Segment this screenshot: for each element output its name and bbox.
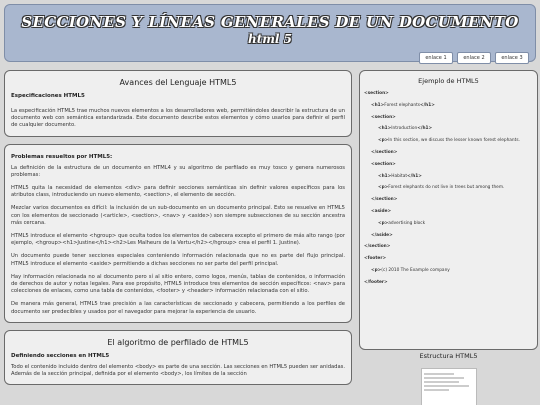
sidebar bbox=[359, 70, 538, 405]
section-heading: Problemas resueltos por HTML5: bbox=[11, 153, 113, 160]
code-line bbox=[364, 185, 533, 191]
code-example bbox=[364, 91, 533, 286]
example-card bbox=[359, 70, 538, 350]
paragraph: De manera más general, HTML5 trae precisión a las características de seccionado y cabecera, permitiendo a los perfiles de documento ser predecibles y usados por el navegador para mejorar la experiencia de usuario. bbox=[11, 301, 345, 315]
code-tag: <section> bbox=[364, 91, 389, 96]
code-text: Introduction bbox=[391, 126, 418, 132]
code-line bbox=[364, 244, 533, 250]
code-tag: <p> bbox=[378, 220, 389, 226]
code-line bbox=[364, 197, 533, 203]
nav-link-1[interactable]: enlace 1 bbox=[419, 52, 453, 64]
paragraph: HTML5 quita la necesidad de elementos <div> para definir secciones semánticas sin definir valores específicos para los atributos class, introduciendo un nuevo elemento, <section>, el elemento de sección. bbox=[11, 185, 345, 199]
paragraph: Mezclar varios documentos es difícil: la inclusión de un sub-documento en un documento principal. Esto se resuelve en HTML5 con los elementos de seccionado (<article>, <section>, <nav> y <aside>) son siempre subsecciones de su sección ancestra más cercana. bbox=[11, 205, 345, 226]
code-text: advertising block bbox=[388, 220, 426, 226]
code-tag: </h1> bbox=[407, 173, 422, 179]
code-text: In this section, we discuss the lesser known forest elephants. bbox=[388, 138, 520, 144]
section-heading: Definiendo secciones en HTML5 bbox=[11, 352, 110, 359]
section-heading: Especificaciones HTML5 bbox=[11, 93, 85, 99]
top-nav bbox=[419, 52, 529, 64]
code-tag: <footer> bbox=[364, 256, 387, 262]
code-text: Forest elephants do not live in trees but among them. bbox=[388, 185, 505, 191]
code-line bbox=[364, 91, 533, 97]
code-line bbox=[364, 209, 533, 215]
paragraph: La especificación HTML5 trae muchos nuevos elementos a los desarrolladores web, permitiéndoles describir la estructura de un documento web con semántica estandarizada. Este documento describe estos elementos y cómo usarlos para definir el perfil de cualquier documento. bbox=[11, 108, 345, 129]
code-line bbox=[364, 126, 533, 132]
structure-thumbnail bbox=[421, 368, 477, 405]
code-line bbox=[364, 115, 533, 121]
code-text: Forest elephants bbox=[384, 102, 421, 108]
code-text: Habitat bbox=[391, 173, 408, 179]
code-line bbox=[364, 162, 533, 168]
code-tag: <p> bbox=[371, 267, 382, 273]
paragraph: Hay información relacionada no al documento pero sí al sitio entero, como logos, menús, tablas de contenidos, o información de derechos de autor y notas legales. Para ese propósito, HTML5 introduce tres elementos de sección específicos: <nav> para colecciones de enlaces, como una tabla de contenidos, <footer> y <header> información relacionada con el sitio. bbox=[11, 273, 345, 295]
code-tag: <h1> bbox=[378, 173, 392, 179]
algorithm-card bbox=[4, 330, 352, 385]
structure-card bbox=[359, 352, 538, 405]
site-subtitle: html 5 bbox=[247, 32, 293, 46]
code-tag: <section> bbox=[371, 114, 396, 120]
article-card bbox=[4, 70, 352, 137]
code-line bbox=[364, 268, 533, 274]
main-content bbox=[4, 70, 352, 405]
problems-card bbox=[4, 144, 352, 323]
code-line bbox=[364, 256, 533, 262]
code-tag: <p> bbox=[378, 138, 389, 144]
code-line bbox=[364, 150, 533, 156]
article-title: El algoritmo de perfilado de HTML5 bbox=[107, 337, 249, 347]
code-line bbox=[364, 233, 533, 239]
code-tag: <p> bbox=[378, 185, 389, 191]
code-tag: </aside> bbox=[371, 232, 393, 238]
paragraph: La definición de la estructura de un documento en HTML4 y su algoritmo de perfilado es muy tosco y genera numerosos problemas: bbox=[11, 164, 345, 178]
page-header bbox=[4, 4, 536, 62]
code-line bbox=[364, 221, 533, 227]
paragraph: Un documento puede tener secciones especiales conteniendo información relacionada que no es parte del flujo principal. HTML5 introduce el elemento <aside> permitiendo a dichas secciones no ser parte del perfil principal. bbox=[11, 253, 345, 267]
code-tag: </section> bbox=[364, 244, 391, 250]
site-title: SECCIONES Y LÍNEAS GENERALES DE UN DOCUMENTO bbox=[21, 13, 519, 31]
code-tag: <h1> bbox=[378, 126, 392, 132]
code-line bbox=[364, 103, 533, 109]
code-tag: <section> bbox=[371, 161, 396, 167]
paragraph: HTML5 introduce el elemento <hgroup> que oculta todos los elementos de cabecera excepto el primero de más alto rango (por ejemplo, <hgroup><h1>Justine</h1><h2>Les Malheurs de la Vertu</h2></hgroup> crea el perfil 1. Justine). bbox=[11, 233, 345, 247]
code-line bbox=[364, 138, 533, 144]
code-tag: </h1> bbox=[420, 102, 435, 108]
code-line bbox=[364, 280, 533, 286]
paragraph: Todo el contenido incluido dentro del elemento <body> es parte de una sección. Las secciones en HTML5 pueden ser anidadas. Además de la sección principal, definida por el elemento <body>, los límites de la sección bbox=[11, 363, 345, 378]
code-tag: </section> bbox=[371, 149, 398, 155]
nav-link-3[interactable]: enlace 3 bbox=[495, 52, 529, 64]
structure-title: Estructura HTML5 bbox=[419, 352, 478, 360]
code-text: (c) 2010 The Example company bbox=[381, 267, 450, 273]
code-line bbox=[364, 174, 533, 180]
code-tag: <aside> bbox=[371, 208, 392, 214]
code-tag: <h1> bbox=[371, 102, 385, 108]
code-tag: </footer> bbox=[364, 279, 388, 285]
code-tag: </h1> bbox=[417, 126, 433, 132]
code-tag: </section> bbox=[371, 197, 398, 203]
article-title: Avances del Lenguaje HTML5 bbox=[119, 78, 237, 87]
nav-link-2[interactable]: enlace 2 bbox=[457, 52, 491, 64]
example-title: Ejemplo de HTML5 bbox=[418, 77, 479, 85]
